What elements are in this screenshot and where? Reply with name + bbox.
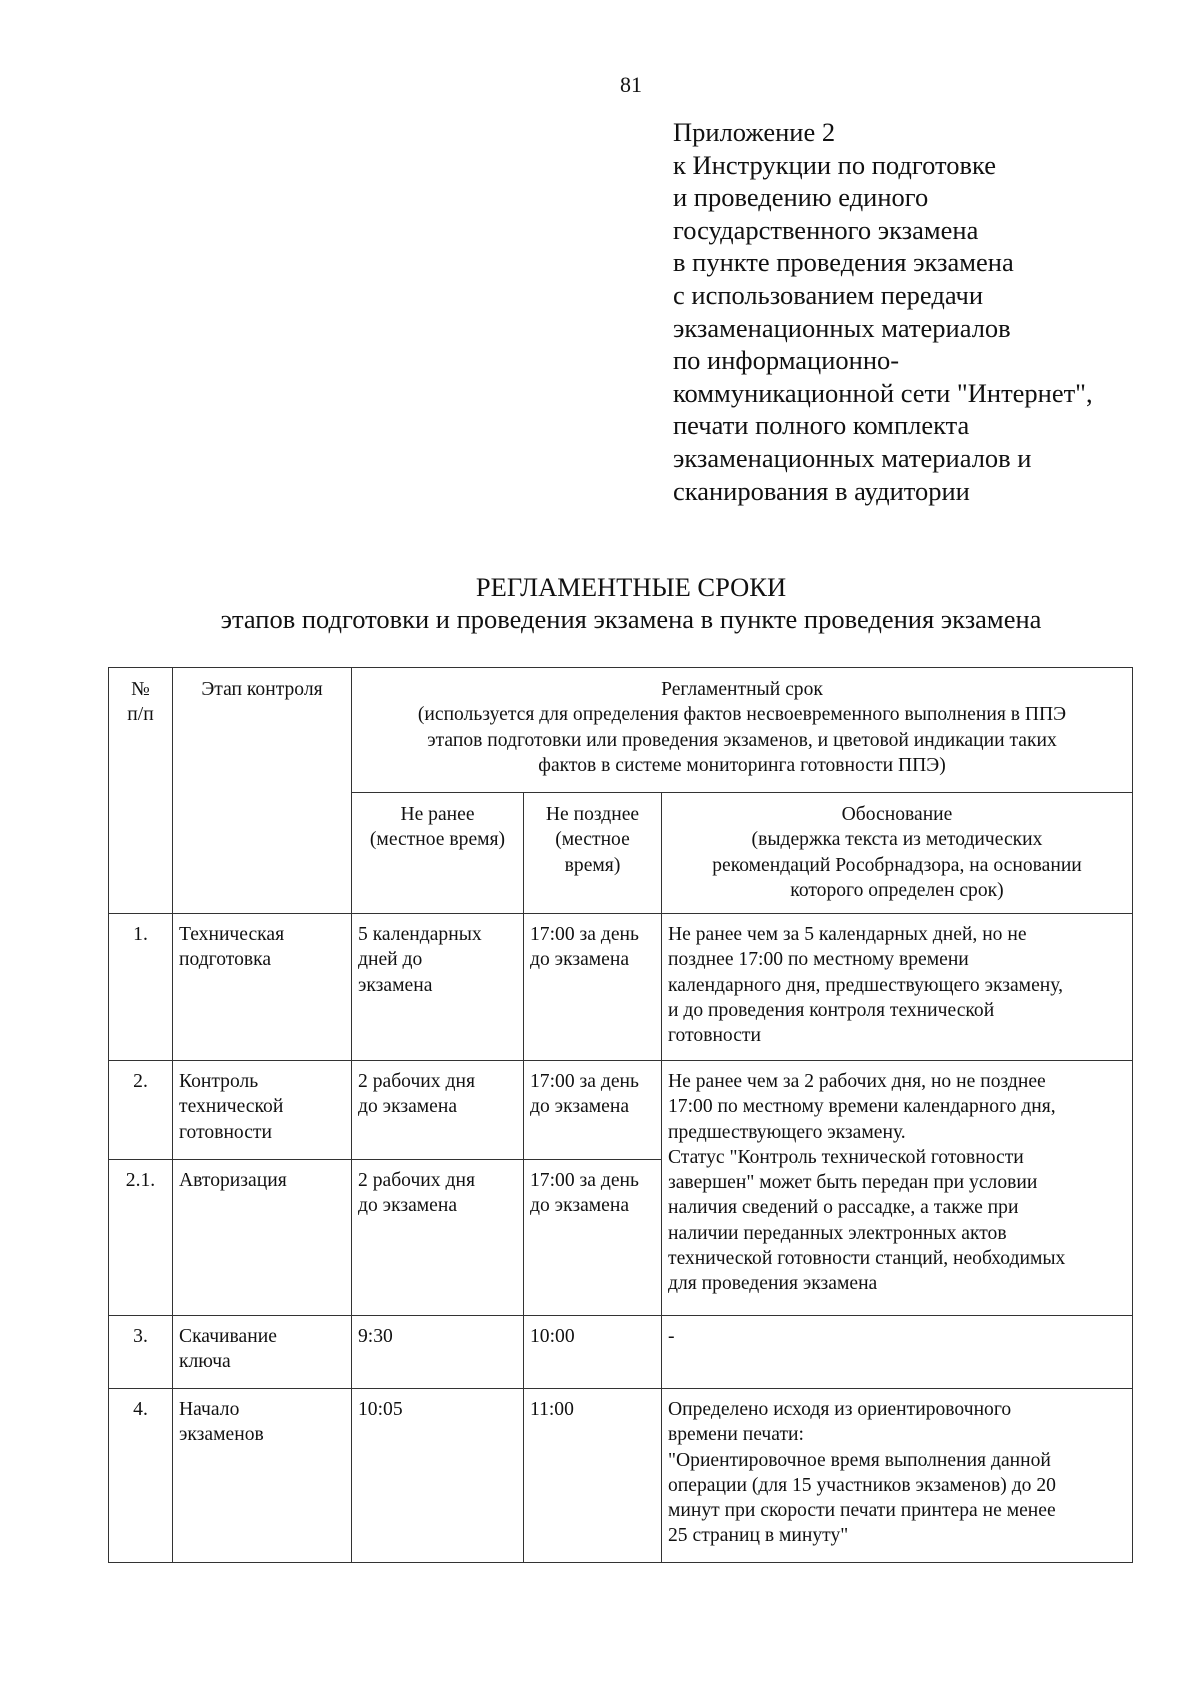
page-number: 81 xyxy=(620,72,642,97)
appendix-note xyxy=(673,116,1193,507)
row-stage: Авторизация xyxy=(173,1160,352,1316)
appendix-line: сканирования в аудитории xyxy=(673,475,970,506)
row-num: 4. xyxy=(109,1389,173,1563)
row-not-later: 11:00 xyxy=(524,1389,662,1563)
table-row xyxy=(109,914,1133,1061)
header-not-later: Не позднее (местное время) xyxy=(524,793,662,914)
row-stage: Техническая подготовка xyxy=(173,914,352,1061)
row-not-later: 17:00 за день до экзамена xyxy=(524,914,662,1061)
appendix-line: экзаменационных материалов xyxy=(673,312,1011,343)
row-not-later: 17:00 за день до экзамена xyxy=(524,1061,662,1160)
header-num: № п/п xyxy=(109,668,173,914)
appendix-line: по информационно- xyxy=(673,345,900,376)
row-not-later: 17:00 за день до экзамена xyxy=(524,1160,662,1316)
appendix-line: печати полного комплекта xyxy=(673,410,970,441)
header-not-earlier: Не ранее (местное время) xyxy=(352,793,524,914)
row-not-earlier: 2 рабочих дня до экзамена xyxy=(352,1061,524,1160)
row-not-earlier: 9:30 xyxy=(352,1316,524,1389)
appendix-line: с использованием передачи xyxy=(673,279,984,310)
table-header-row xyxy=(109,668,1133,793)
row-not-earlier: 5 календарных дней до экзамена xyxy=(352,914,524,1061)
row-not-later: 10:00 xyxy=(524,1316,662,1389)
row-basis: Не ранее чем за 5 календарных дней, но не позднее 17:00 по местному времени календарного дня, предшествующего экзамену, и до проведения контроля технической готовности xyxy=(662,914,1133,1061)
row-num: 2.1. xyxy=(109,1160,173,1316)
appendix-line: Приложение 2 xyxy=(673,117,836,147)
row-num: 1. xyxy=(109,914,173,1061)
appendix-line: и проведению единого xyxy=(673,182,929,213)
table-row xyxy=(109,1316,1133,1389)
appendix-line: в пункте проведения экзамена xyxy=(673,247,1014,278)
document-subtitle: этапов подготовки и проведения экзамена в пункте проведения экзамена xyxy=(220,604,1042,634)
row-basis: Определено исходя из ориентировочного времени печати: "Ориентировочное время выполнения данной операции (для 15 участников экзаменов) до 20 минут при скорости печати принтера не менее 25 страниц в минуту" xyxy=(662,1389,1133,1563)
appendix-line: экзаменационных материалов и xyxy=(673,442,1032,473)
row-stage: Скачивание ключа xyxy=(173,1316,352,1389)
row-stage: Контроль технической готовности xyxy=(173,1061,352,1160)
header-stage: Этап контроля xyxy=(173,668,352,914)
table-row xyxy=(109,1061,1133,1160)
row-num: 2. xyxy=(109,1061,173,1160)
header-deadline: Регламентный срок (используется для определения фактов несвоевременного выполнения в ППЭ этапов подготовки или проведения экзаменов, и цветовой индикации таких фактов в системе мониторинга готовности ППЭ) xyxy=(352,668,1133,793)
document-title: РЕГЛАМЕНТНЫЕ СРОКИ xyxy=(475,572,787,602)
row-num: 3. xyxy=(109,1316,173,1389)
row-stage: Начало экзаменов xyxy=(173,1389,352,1563)
row-not-earlier: 2 рабочих дня до экзамена xyxy=(352,1160,524,1316)
row-not-earlier: 10:05 xyxy=(352,1389,524,1563)
header-basis: Обоснование (выдержка текста из методических рекомендаций Рособрнадзора, на основании которого определен срок) xyxy=(662,793,1133,914)
appendix-line: к Инструкции по подготовке xyxy=(673,149,996,180)
appendix-line: государственного экзамена xyxy=(673,214,979,245)
appendix-line: коммуникационной сети "Интернет", xyxy=(673,377,1093,408)
table-row xyxy=(109,1389,1133,1563)
row-basis: Не ранее чем за 2 рабочих дня, но не позднее 17:00 по местному времени календарного дня, предшествующего экзамену. Статус "Контроль технической готовности завершен" может быть передан при условии наличия сведений о рассадке, а также при наличии переданных электронных актов технической готовности станций, необходимых для проведения экзамена xyxy=(662,1061,1133,1316)
row-basis: - xyxy=(662,1316,1133,1389)
schedule-table xyxy=(108,667,1133,1563)
